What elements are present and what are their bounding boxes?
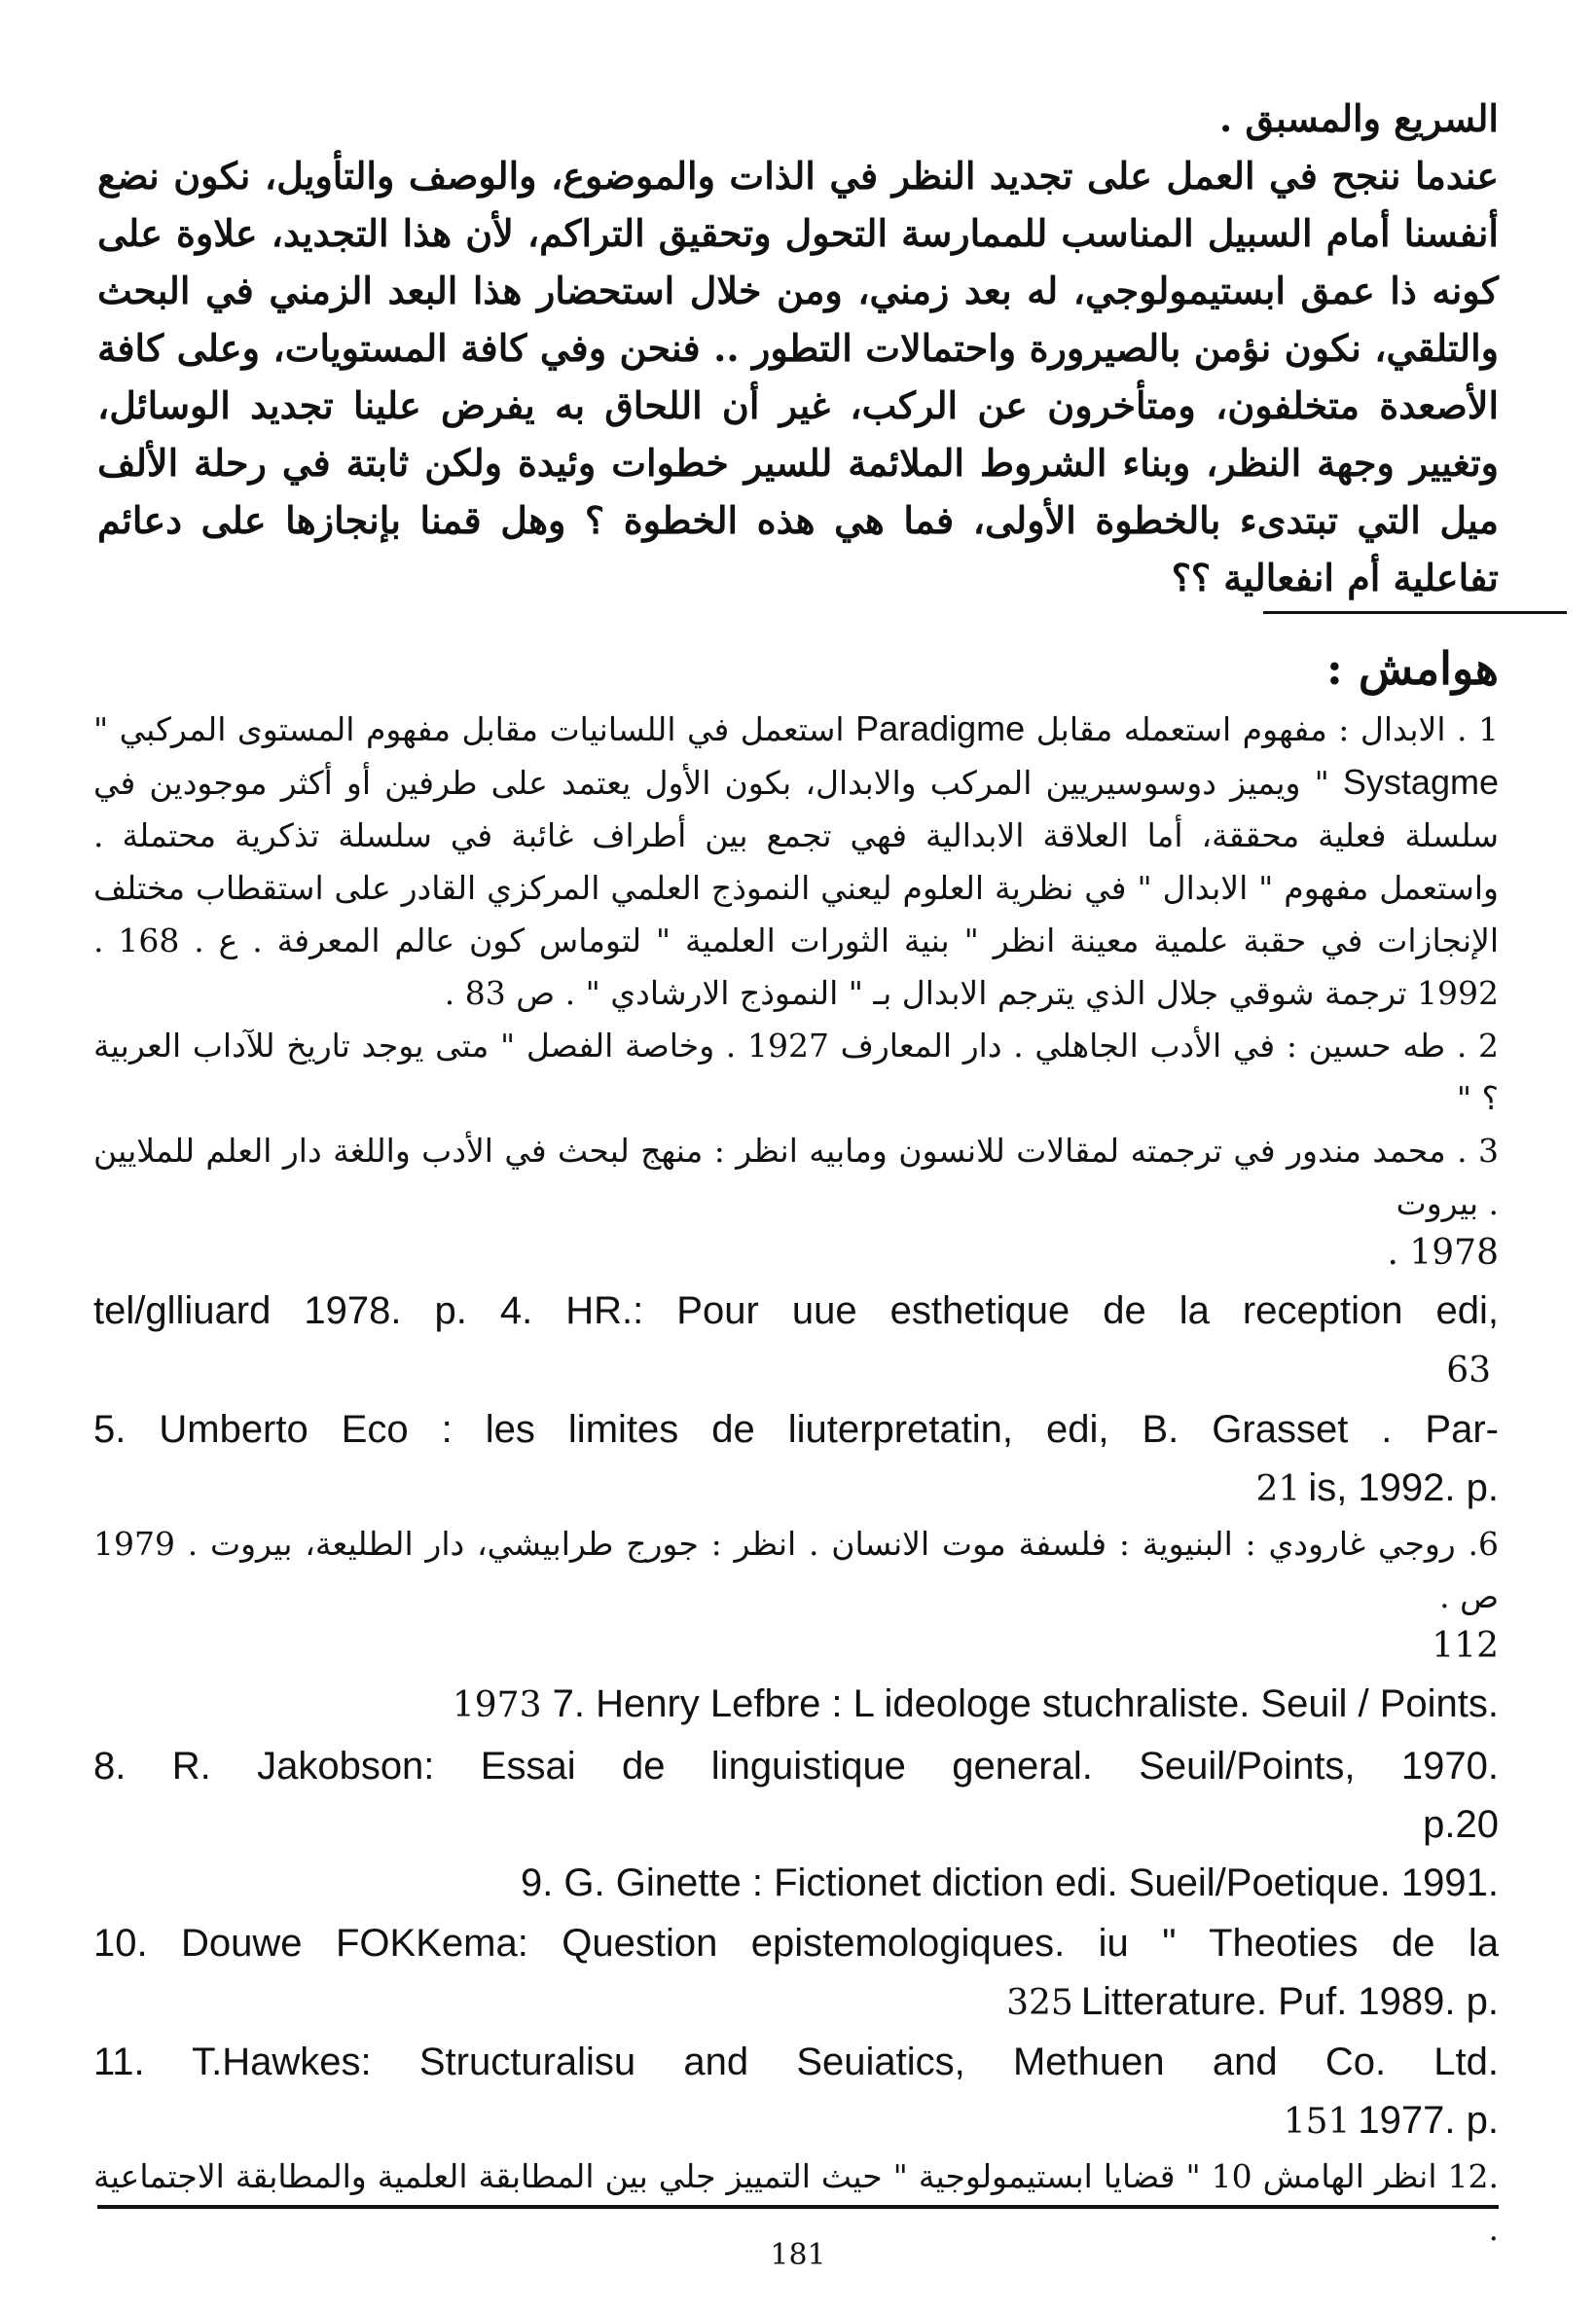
footnote-6-page: 112: [1432, 1626, 1499, 1666]
paragraph-fragment: السريع والمسبق .: [1218, 96, 1499, 140]
footnote-10: 10. Douwe FOKKema: Question epistemologiques. iu " Theoties de la: [93, 1922, 1499, 1965]
footnote-3: 3 . محمد مندور في ترجمته لمقالات للانسون ومابيه انظر : منهج لبحث في الأدب واللغة دار العلم للملايين . بيروت: [93, 1132, 1499, 1222]
footnote-6: 6. روجي غارودي : البنيوية : فلسفة موت الانسان . انظر : جورج طرابيشي، دار الطليعة، بيروت . 1979 ص .: [93, 1525, 1499, 1615]
term-systagme: Systagme: [1342, 762, 1499, 802]
footnote-4-tail: 63: [1446, 1351, 1491, 1391]
footnote-4: tel/glliuard 1978. p. 4. HR.: Pour uue esthetique de la reception edi,: [93, 1289, 1499, 1332]
notes-separator-rule: [1263, 611, 1567, 614]
footnote-5-tail: 21 is, 1992. p.: [1255, 1466, 1499, 1509]
footnote-10-tail: 325 Litterature. Puf. 1989. p.: [1006, 1980, 1499, 2023]
footnote-9: 9. G. Ginette : Fictionet diction edi. Sueil/Poetique. 1991.: [520, 1861, 1499, 1904]
footnote-8-tail: p.20: [1423, 1803, 1499, 1846]
bottom-rule: [97, 2205, 1499, 2209]
footnote-1: 1 . الابدال : مفهوم استعمله مقابل Paradigme استعمل في اللسانيات مقابل مفهوم المستوى المركبي " Systagme " ويميز دوسوسيريين المركب والابدال، بكون الأول يعتمد على طرفين أو أكثر موجودين في سلسلة فعلية محققة، أما العلاقة الابدالية فهي تجمع بين أطراف غائبة في سلسلة تذكرية محتملة . واستعمل مفهوم " الابدال " في نظرية العلوم ليعني النموذج العلمي المركزي القادر على استقطاب مختلف الإنجازات في حقبة علمية معينة انظر " بنية الثورات العلمية " لتوماس كون عالم المعرفة . ع . 168 . 1992 ترجمة شوقي جلال الذي يترجم الابدال بـ " النموذج الارشادي " . ص 83 .: [93, 708, 1500, 1012]
page-number: 181: [770, 2238, 826, 2272]
footnote-2: 2 . طه حسين : في الأدب الجاهلي . دار المعارف 1927 . وخاصة الفصل " متى يوجد تاريخ للآداب العربية ؟ ": [93, 1027, 1499, 1117]
footnote-12: .12 انظر الهامش 10 " قضايا ابستيمولوجية " حيث التمييز جلي بين المطابقة العلمية والمطابقة الاجتماعية .: [93, 2157, 1499, 2248]
footnote-3-year: . 1978: [1387, 1233, 1499, 1273]
term-paradigme: Paradigme: [855, 708, 1026, 748]
notes-heading: هوامش :: [1325, 642, 1499, 695]
footnote-11: 11. T.Hawkes: Structuralisu and Seuiatics, Methuen and Co. Ltd.: [93, 2041, 1499, 2083]
footnote-11-tail: 151 1977. p.: [1283, 2099, 1499, 2142]
footnotes-list: [93, 703, 1499, 2256]
body-text: [97, 90, 1499, 606]
footnote-8: 8. R. Jakobson: Essai de linguistique general. Seuil/Points, 1970.: [93, 1745, 1499, 1788]
paragraph: عندما ننجح في العمل على تجديد النظر في الذات والموضوع، والوصف والتأويل، نكون نضع أنفسنا أمام السبيل المناسب للممارسة التحول وتحقيق التراكم، لأن هذا التجديد، علاوة على كونه ذا عمق ابستيمولوجي، له بعد زمني، ومن خلال استحضار هذا البعد الزمني في البحث والتلقي، نكون نؤمن بالصيرورة واحتمالات التطور .. فنحن وفي كافة المستويات، وعلى كافة الأصعدة متخلفون، ومتأخرون عن الركب، غير أن اللحاق به يفرض علينا تجديد الوسائل، وتغيير وجهة النظر، وبناء الشروط الملائمة للسير خطوات وئيدة ولكن ثابتة في رحلة الألف ميل التي تبتدىء بالخطوة الأولى، فما هي هذه الخطوة ؟ وهل قمنا بإنجازها على دعائم تفاعلية أم انفعالية ؟؟: [97, 154, 1499, 599]
footnote-5: 5. Umberto Eco : les limites de liuterpretatin, edi, B. Grasset . Par-: [93, 1408, 1499, 1451]
footnote-7: 1973 7. Henry Lefbre : L ideologe stuchraliste. Seuil / Points.: [452, 1682, 1499, 1725]
